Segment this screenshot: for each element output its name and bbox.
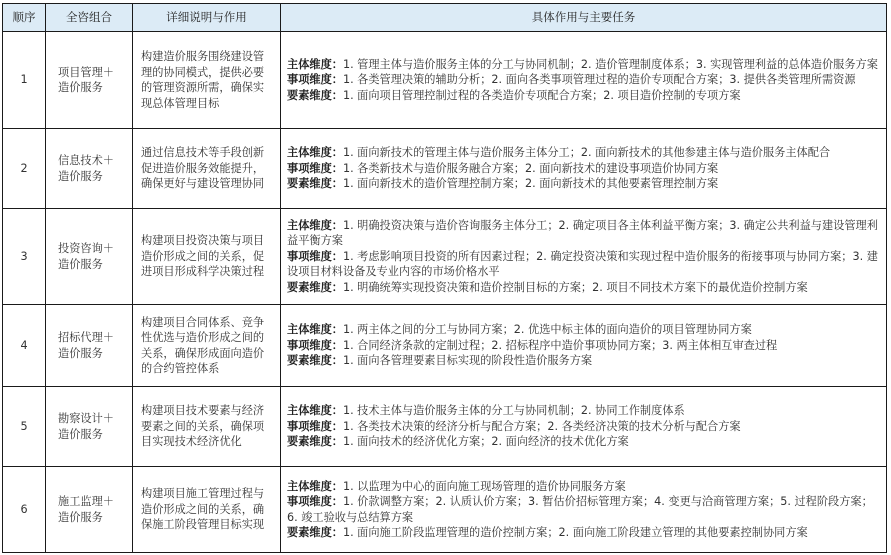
matter-dimension <box>287 338 880 354</box>
row-index: 1 <box>3 32 46 129</box>
row-combination <box>46 129 133 209</box>
dimension-label: 主体维度： <box>287 146 343 160</box>
dimension-text: 1. 两主体之间的分工与协同方案；2. 优选中标主体的面向造价的项目管理协同方案 <box>342 323 752 337</box>
dimension-label: 要素维度： <box>287 526 343 539</box>
matter-dimension <box>287 249 880 280</box>
combo-line: 投资咨询＋ <box>58 242 114 255</box>
dimension-text: 1. 以监理为中心的面向施工现场管理的造价协同服务方案 <box>342 479 626 493</box>
row-tasks <box>281 467 887 553</box>
subject-dimension <box>287 57 880 73</box>
row-index: 2 <box>3 129 46 209</box>
table-row <box>3 305 887 387</box>
row-combination <box>46 467 133 553</box>
table-row <box>3 387 887 467</box>
row-tasks <box>281 32 887 129</box>
header-tasks: 具体作用与主要任务 <box>281 4 887 32</box>
combo-line: 造价服务 <box>58 257 103 271</box>
dimension-label: 主体维度： <box>287 218 343 232</box>
dimension-label: 事项维度： <box>287 249 343 263</box>
subject-dimension <box>287 403 880 419</box>
row-combination <box>46 387 133 467</box>
dimension-label: 主体维度： <box>287 57 343 71</box>
header-combination: 全咨组合 <box>46 4 133 32</box>
combo-line: 造价服务 <box>58 169 103 183</box>
dimension-label: 要素维度： <box>287 177 343 191</box>
matter-dimension <box>287 494 880 525</box>
combo-line: 造价服务 <box>58 510 103 524</box>
combo-line: 信息技术＋ <box>58 154 114 167</box>
row-tasks <box>281 129 887 209</box>
dimension-text: 1. 明确投资决策与造价咨询服务主体分工；2. 确定项目各主体利益平衡方案；3. 确定公共利益与建设管理利益平衡方案 <box>287 218 878 248</box>
row-description: 构建项目施工管理过程与造价形成之间的关系，确保施工阶段管理目标实现 <box>133 467 281 553</box>
dimension-label: 要素维度： <box>287 435 343 449</box>
dimension-text: 1. 面向技术的经济优化方案；2. 面向经济的技术优化方案 <box>342 435 629 449</box>
dimension-label: 事项维度： <box>287 73 343 87</box>
dimension-text: 1. 面向项目管理控制过程的各类造价专项配合方案；2. 项目造价控制的专项方案 <box>342 88 741 102</box>
dimension-text: 1. 面向各管理要素目标实现的阶段性造价服务方案 <box>342 354 593 368</box>
subject-dimension <box>287 145 880 161</box>
dimension-label: 主体维度： <box>287 323 343 337</box>
dimension-label: 事项维度： <box>287 161 343 175</box>
matter-dimension <box>287 161 880 177</box>
row-tasks <box>281 305 887 387</box>
combo-line: 造价服务 <box>58 346 103 360</box>
row-index: 4 <box>3 305 46 387</box>
table-row <box>3 32 887 129</box>
element-dimension <box>287 434 880 450</box>
row-description: 构建造价服务围绕建设管理的协同模式，提供必要的管理资源所需，确保实现总体管理目标 <box>133 32 281 129</box>
row-combination <box>46 305 133 387</box>
subject-dimension <box>287 479 880 495</box>
table-row <box>3 467 887 553</box>
row-index: 6 <box>3 467 46 553</box>
table-header-row <box>3 4 887 32</box>
header-index: 顺序 <box>3 4 46 32</box>
dimension-text: 1. 各类新技术与造价服务融合方案；2. 面向新技术的建设事项造价协同方案 <box>342 161 719 175</box>
subject-dimension <box>287 322 880 338</box>
subject-dimension <box>287 218 880 249</box>
combo-line: 勘察设计＋ <box>58 412 114 425</box>
dimension-label: 要素维度： <box>287 280 343 294</box>
combo-line: 造价服务 <box>58 427 103 441</box>
dimension-label: 事项维度： <box>287 338 343 352</box>
element-dimension <box>287 525 880 541</box>
row-description: 构建项目投资决策与项目造价形成之间的关系，促进项目形成科学决策过程 <box>133 209 281 305</box>
table-row <box>3 129 887 209</box>
dimension-text: 1. 明确统筹实现投资决策和造价控制目标的方案；2. 项目不同技术方案下的最优造价控制方案 <box>342 280 808 294</box>
dimension-text: 1. 技术主体与造价服务主体的分工与协同机制；2. 协同工作制度体系 <box>342 404 685 418</box>
row-index: 3 <box>3 209 46 305</box>
combo-line: 招标代理＋ <box>58 331 114 344</box>
dimension-label: 事项维度： <box>287 419 343 433</box>
matter-dimension <box>287 419 880 435</box>
row-tasks <box>281 209 887 305</box>
dimension-text: 1. 考虑影响项目投资的所有因素过程；2. 确定投资决策和实现过程中造价服务的衔接事项与协同方案；3. 建设项目材料设备及专业内容的市场价格水平 <box>287 249 878 279</box>
dimension-label: 要素维度： <box>287 354 343 368</box>
combo-line: 施工监理＋ <box>58 495 114 508</box>
dimension-text: 1. 面向施工阶段监理管理的造价控制方案；2. 面向施工阶段建立管理的其他要素控制协同方案 <box>342 526 808 539</box>
table-row <box>3 209 887 305</box>
row-description: 构建项目技术要素与经济要素之间的关系，确保项目实现技术经济优化 <box>133 387 281 467</box>
element-dimension <box>287 88 880 104</box>
row-description: 通过信息技术等手段创新促进造价服务效能提升，确保更好与建设管理协同 <box>133 129 281 209</box>
row-description: 构建项目合同体系、竞争性优选与造价形成之间的关系，确保形成面向造价的合约管控体系 <box>133 305 281 387</box>
element-dimension <box>287 280 880 296</box>
row-index: 5 <box>3 387 46 467</box>
dimension-text: 1. 合同经济条款的定制过程；2. 招标程序中造价事项协同方案；3. 两主体相互审查过程 <box>342 338 778 352</box>
dimension-label: 要素维度： <box>287 88 343 102</box>
dimension-text: 1. 各类技术决策的经济分析与配合方案；2. 各类经济决策的技术分析与配合方案 <box>342 419 741 433</box>
dimension-label: 主体维度： <box>287 479 343 493</box>
dimension-text: 1. 面向新技术的造价管理控制方案；2. 面向新技术的其他要素管理控制方案 <box>342 177 719 191</box>
combo-line: 造价服务 <box>58 81 103 94</box>
dimension-label: 主体维度： <box>287 404 343 418</box>
element-dimension <box>287 353 880 369</box>
combo-line: 项目管理＋ <box>58 65 114 79</box>
row-combination <box>46 209 133 305</box>
service-combination-table <box>2 3 887 553</box>
matter-dimension <box>287 72 880 88</box>
dimension-label: 事项维度： <box>287 495 343 508</box>
element-dimension <box>287 176 880 192</box>
dimension-text: 1. 各类管理决策的辅助分析；2. 面向各类事项管理过程的造价专项配合方案；3. 提供各类管理所需资源 <box>342 73 856 87</box>
dimension-text: 1. 价款调整方案；2. 认质认价方案；3. 暂估价招标管理方案；4. 变更与洽商管理方案；5. 过程阶段方案；6. 竣工验收与总结算方案 <box>287 495 873 524</box>
row-combination <box>46 32 133 129</box>
header-description: 详细说明与作用 <box>133 4 281 32</box>
row-tasks <box>281 387 887 467</box>
dimension-text: 1. 面向新技术的管理主体与造价服务主体分工；2. 面向新技术的其他参建主体与造价服务主体配合 <box>342 146 831 160</box>
dimension-text: 1. 管理主体与造价服务主体的分工与协同机制；2. 造价管理制度体系；3. 实现管理利益的总体造价服务方案 <box>342 57 878 71</box>
